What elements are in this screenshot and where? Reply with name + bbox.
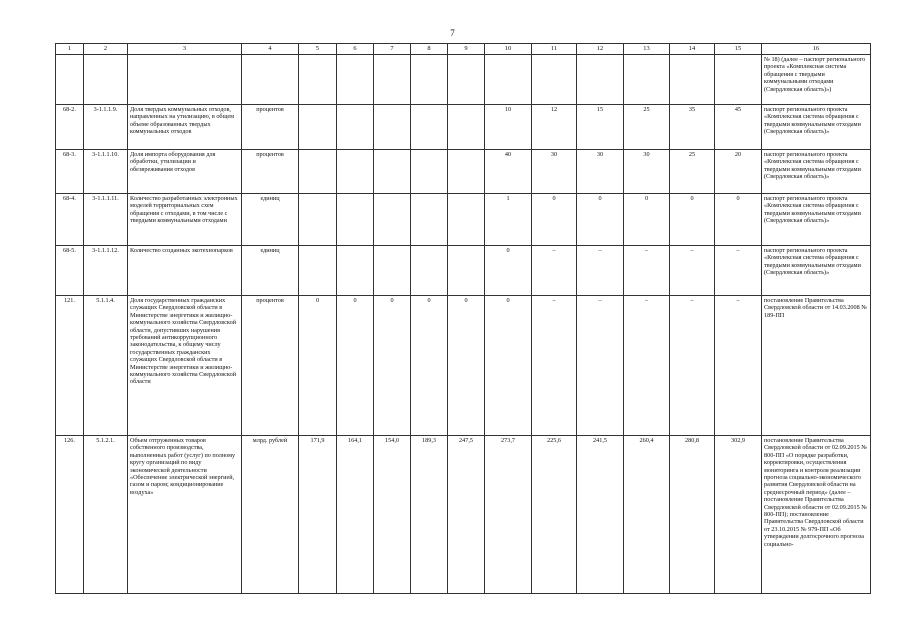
row-number: 68-4. xyxy=(56,194,84,246)
value-cell xyxy=(337,150,374,194)
value-cell: 10 xyxy=(485,105,532,150)
indicator-name: Доля государственных гражданских служащих Свердловской области в Министерстве энергетики и жилищно-коммунального хозяйства Свердловской области, допустивших нарушения требований антикоррупционного законодательства, к общему числу государственных гражданских служащих Свердловской области в Министерстве энергетики и жилищно-коммунального хозяйства Свердловской области xyxy=(128,296,242,436)
value-cell xyxy=(337,246,374,296)
unit: процентов xyxy=(242,296,299,436)
column-header: 3 xyxy=(128,44,242,55)
value-cell: 164,1 xyxy=(337,436,374,594)
value-cell xyxy=(448,150,485,194)
column-header: 6 xyxy=(337,44,374,55)
source-document: постановление Правительства Свердловской области от 02.09.2015 № 800-ПП «О порядке разработки, корректировки, осуществления мониторинга и контроля реализации прогноза социально-экономического развития Свердловской области на среднесрочный период» (далее – постановление Правительства Свердловской области от 02.09.2015 № 800-ПП); постановление Правительства Свердловской области от 23.10.2015 № 979-ПП «Об утверждении долгосрочного прогноза социально- xyxy=(762,436,871,594)
value-cell xyxy=(715,55,762,105)
value-cell: 1 xyxy=(485,194,532,246)
column-header: 12 xyxy=(577,44,624,55)
value-cell: 30 xyxy=(624,150,670,194)
value-cell: 280,8 xyxy=(670,436,715,594)
table-row xyxy=(56,246,871,296)
value-cell xyxy=(337,194,374,246)
value-cell: – xyxy=(577,246,624,296)
row-number xyxy=(56,55,84,105)
value-cell xyxy=(411,150,448,194)
column-header: 10 xyxy=(485,44,532,55)
indicator-code: 3-1.1.1.12. xyxy=(84,246,128,296)
indicator-name: Количество разработанных электронных моделей территориальных схем обращения с отходами, в том числе с твердыми коммунальными отходами xyxy=(128,194,242,246)
value-cell: – xyxy=(670,296,715,436)
source-document: паспорт регионального проекта «Комплексная система обращения с твердыми коммунальными отходами (Свердловская область)» xyxy=(762,194,871,246)
value-cell: – xyxy=(624,246,670,296)
value-cell xyxy=(532,55,577,105)
indicator-name: Доля импорта оборудования для обработки, утилизации и обезвреживания отходов xyxy=(128,150,242,194)
value-cell: 0 xyxy=(299,296,337,436)
value-cell: 20 xyxy=(715,150,762,194)
value-cell: 12 xyxy=(532,105,577,150)
value-cell: 189,3 xyxy=(411,436,448,594)
table-row xyxy=(56,150,871,194)
value-cell: 30 xyxy=(532,150,577,194)
value-cell: 25 xyxy=(670,150,715,194)
value-cell: 30 xyxy=(577,150,624,194)
indicator-name: Доля твердых коммунальных отходов, направленных на утилизацию, в общем объеме образованных твердых коммунальных отходов xyxy=(128,105,242,150)
indicator-name: Количество созданных экотехнопарков xyxy=(128,246,242,296)
table-row xyxy=(56,55,871,105)
value-cell: – xyxy=(670,246,715,296)
column-header: 7 xyxy=(374,44,411,55)
value-cell xyxy=(374,105,411,150)
value-cell: 225,6 xyxy=(532,436,577,594)
value-cell xyxy=(411,55,448,105)
indicator-name: Объем отгруженных товаров собственного производства, выполненных работ (услуг) по полному кругу организаций по виду экономической деятельности «Обеспечение электрической энергией, газом и паром; кондиционирование воздуха» xyxy=(128,436,242,594)
table-row xyxy=(56,436,871,594)
value-cell: 0 xyxy=(337,296,374,436)
value-cell: 0 xyxy=(374,296,411,436)
value-cell: 0 xyxy=(532,194,577,246)
value-cell: 0 xyxy=(624,194,670,246)
unit: единиц xyxy=(242,246,299,296)
value-cell xyxy=(299,55,337,105)
unit: единиц xyxy=(242,194,299,246)
source-document: № 18) (далее – паспорт регионального проекта «Комплексная система обращения с твердыми коммунальными отходами (Свердловская область)») xyxy=(762,55,871,105)
value-cell xyxy=(374,150,411,194)
value-cell: 0 xyxy=(448,296,485,436)
value-cell xyxy=(448,246,485,296)
column-number-row xyxy=(56,44,871,55)
indicator-code: 3-1.1.1.10. xyxy=(84,150,128,194)
column-header: 14 xyxy=(670,44,715,55)
value-cell xyxy=(411,194,448,246)
value-cell: – xyxy=(577,296,624,436)
column-header: 13 xyxy=(624,44,670,55)
value-cell xyxy=(448,105,485,150)
value-cell xyxy=(670,55,715,105)
indicators-table xyxy=(55,43,871,594)
value-cell xyxy=(299,246,337,296)
table-row xyxy=(56,194,871,246)
value-cell: 0 xyxy=(670,194,715,246)
value-cell xyxy=(448,194,485,246)
source-document: паспорт регионального проекта «Комплексная система обращения с твердыми коммунальными отходами (Свердловская область)» xyxy=(762,105,871,150)
value-cell xyxy=(411,105,448,150)
value-cell: 0 xyxy=(577,194,624,246)
row-number: 126. xyxy=(56,436,84,594)
value-cell xyxy=(448,55,485,105)
value-cell xyxy=(337,105,374,150)
value-cell: – xyxy=(532,246,577,296)
value-cell xyxy=(299,194,337,246)
table-row xyxy=(56,105,871,150)
source-document: постановление Правительства Свердловской области от 14.03.2008 № 189-ПП xyxy=(762,296,871,436)
value-cell: 15 xyxy=(577,105,624,150)
value-cell xyxy=(374,246,411,296)
column-header: 11 xyxy=(532,44,577,55)
value-cell: 247,5 xyxy=(448,436,485,594)
value-cell: 45 xyxy=(715,105,762,150)
source-document: паспорт регионального проекта «Комплексная система обращения с твердыми коммунальными отходами (Свердловская область)» xyxy=(762,150,871,194)
column-header: 9 xyxy=(448,44,485,55)
indicator-code: 3-1.1.1.9. xyxy=(84,105,128,150)
value-cell: – xyxy=(624,296,670,436)
source-document: паспорт регионального проекта «Комплексная система обращения с твердыми коммунальными отходами (Свердловская область)» xyxy=(762,246,871,296)
unit xyxy=(242,55,299,105)
unit: процентов xyxy=(242,150,299,194)
table-row xyxy=(56,296,871,436)
value-cell xyxy=(624,55,670,105)
value-cell: – xyxy=(715,246,762,296)
indicator-code: 3-1.1.1.11. xyxy=(84,194,128,246)
column-header: 16 xyxy=(762,44,871,55)
value-cell: 241,5 xyxy=(577,436,624,594)
value-cell: 154,0 xyxy=(374,436,411,594)
value-cell: 0 xyxy=(485,246,532,296)
indicator-code: 5.1.1.4. xyxy=(84,296,128,436)
value-cell xyxy=(299,150,337,194)
column-header: 5 xyxy=(299,44,337,55)
value-cell: 0 xyxy=(715,194,762,246)
column-header: 2 xyxy=(84,44,128,55)
indicator-name xyxy=(128,55,242,105)
value-cell: 25 xyxy=(624,105,670,150)
value-cell xyxy=(411,246,448,296)
value-cell: 260,4 xyxy=(624,436,670,594)
column-header: 4 xyxy=(242,44,299,55)
value-cell: 0 xyxy=(485,296,532,436)
value-cell xyxy=(374,55,411,105)
value-cell: 40 xyxy=(485,150,532,194)
value-cell xyxy=(299,105,337,150)
row-number: 68-2. xyxy=(56,105,84,150)
value-cell xyxy=(374,194,411,246)
indicator-code: 5.1.2.1. xyxy=(84,436,128,594)
value-cell xyxy=(485,55,532,105)
unit: млрд. рублей xyxy=(242,436,299,594)
unit: процентов xyxy=(242,105,299,150)
column-header: 1 xyxy=(56,44,84,55)
row-number: 68-3. xyxy=(56,150,84,194)
value-cell: – xyxy=(532,296,577,436)
value-cell: 171,9 xyxy=(299,436,337,594)
value-cell: – xyxy=(715,296,762,436)
value-cell: 35 xyxy=(670,105,715,150)
indicator-code xyxy=(84,55,128,105)
value-cell xyxy=(337,55,374,105)
page-number: 7 xyxy=(450,28,455,38)
row-number: 121. xyxy=(56,296,84,436)
value-cell: 302,9 xyxy=(715,436,762,594)
row-number: 68-5. xyxy=(56,246,84,296)
value-cell: 0 xyxy=(411,296,448,436)
value-cell: 273,7 xyxy=(485,436,532,594)
column-header: 15 xyxy=(715,44,762,55)
value-cell xyxy=(577,55,624,105)
column-header: 8 xyxy=(411,44,448,55)
